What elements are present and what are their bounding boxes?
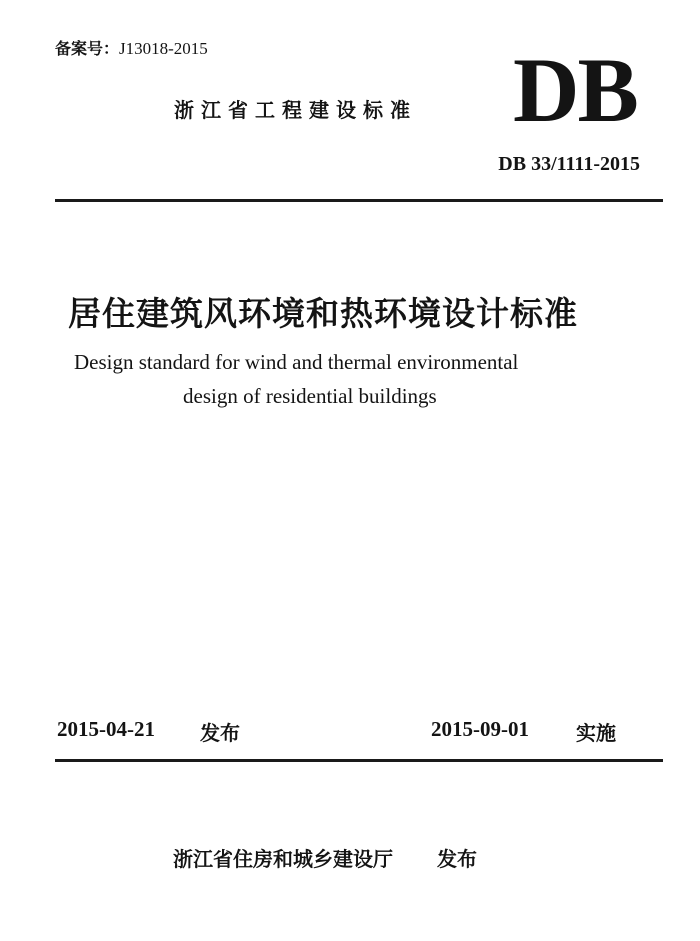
publisher: 浙江省住房和城乡建设厅 [173,847,393,871]
bottom-divider [55,759,663,762]
issue-label: 发布 [200,721,240,745]
document-title-english-line1: Design standard for wind and thermal environmental [74,350,519,374]
issue-date: 2015-04-21 [57,717,155,741]
record-number [55,36,208,59]
implement-date: 2015-09-01 [431,717,529,741]
top-divider [55,199,663,202]
implement-label: 实施 [576,721,616,745]
db-logo: DB [513,39,637,141]
document-title-chinese: 居住建筑风环境和热环境设计标准 [68,294,578,333]
publisher-label: 发布 [437,847,477,871]
record-label: 备案号： [55,39,120,58]
record-number-value: J13018-2015 [119,39,208,58]
issuer-label: 浙江省工程建设标准 [174,98,417,122]
document-title-english-line2: design of residential buildings [183,384,437,408]
standard-code: DB 33/1111-2015 [498,153,640,175]
